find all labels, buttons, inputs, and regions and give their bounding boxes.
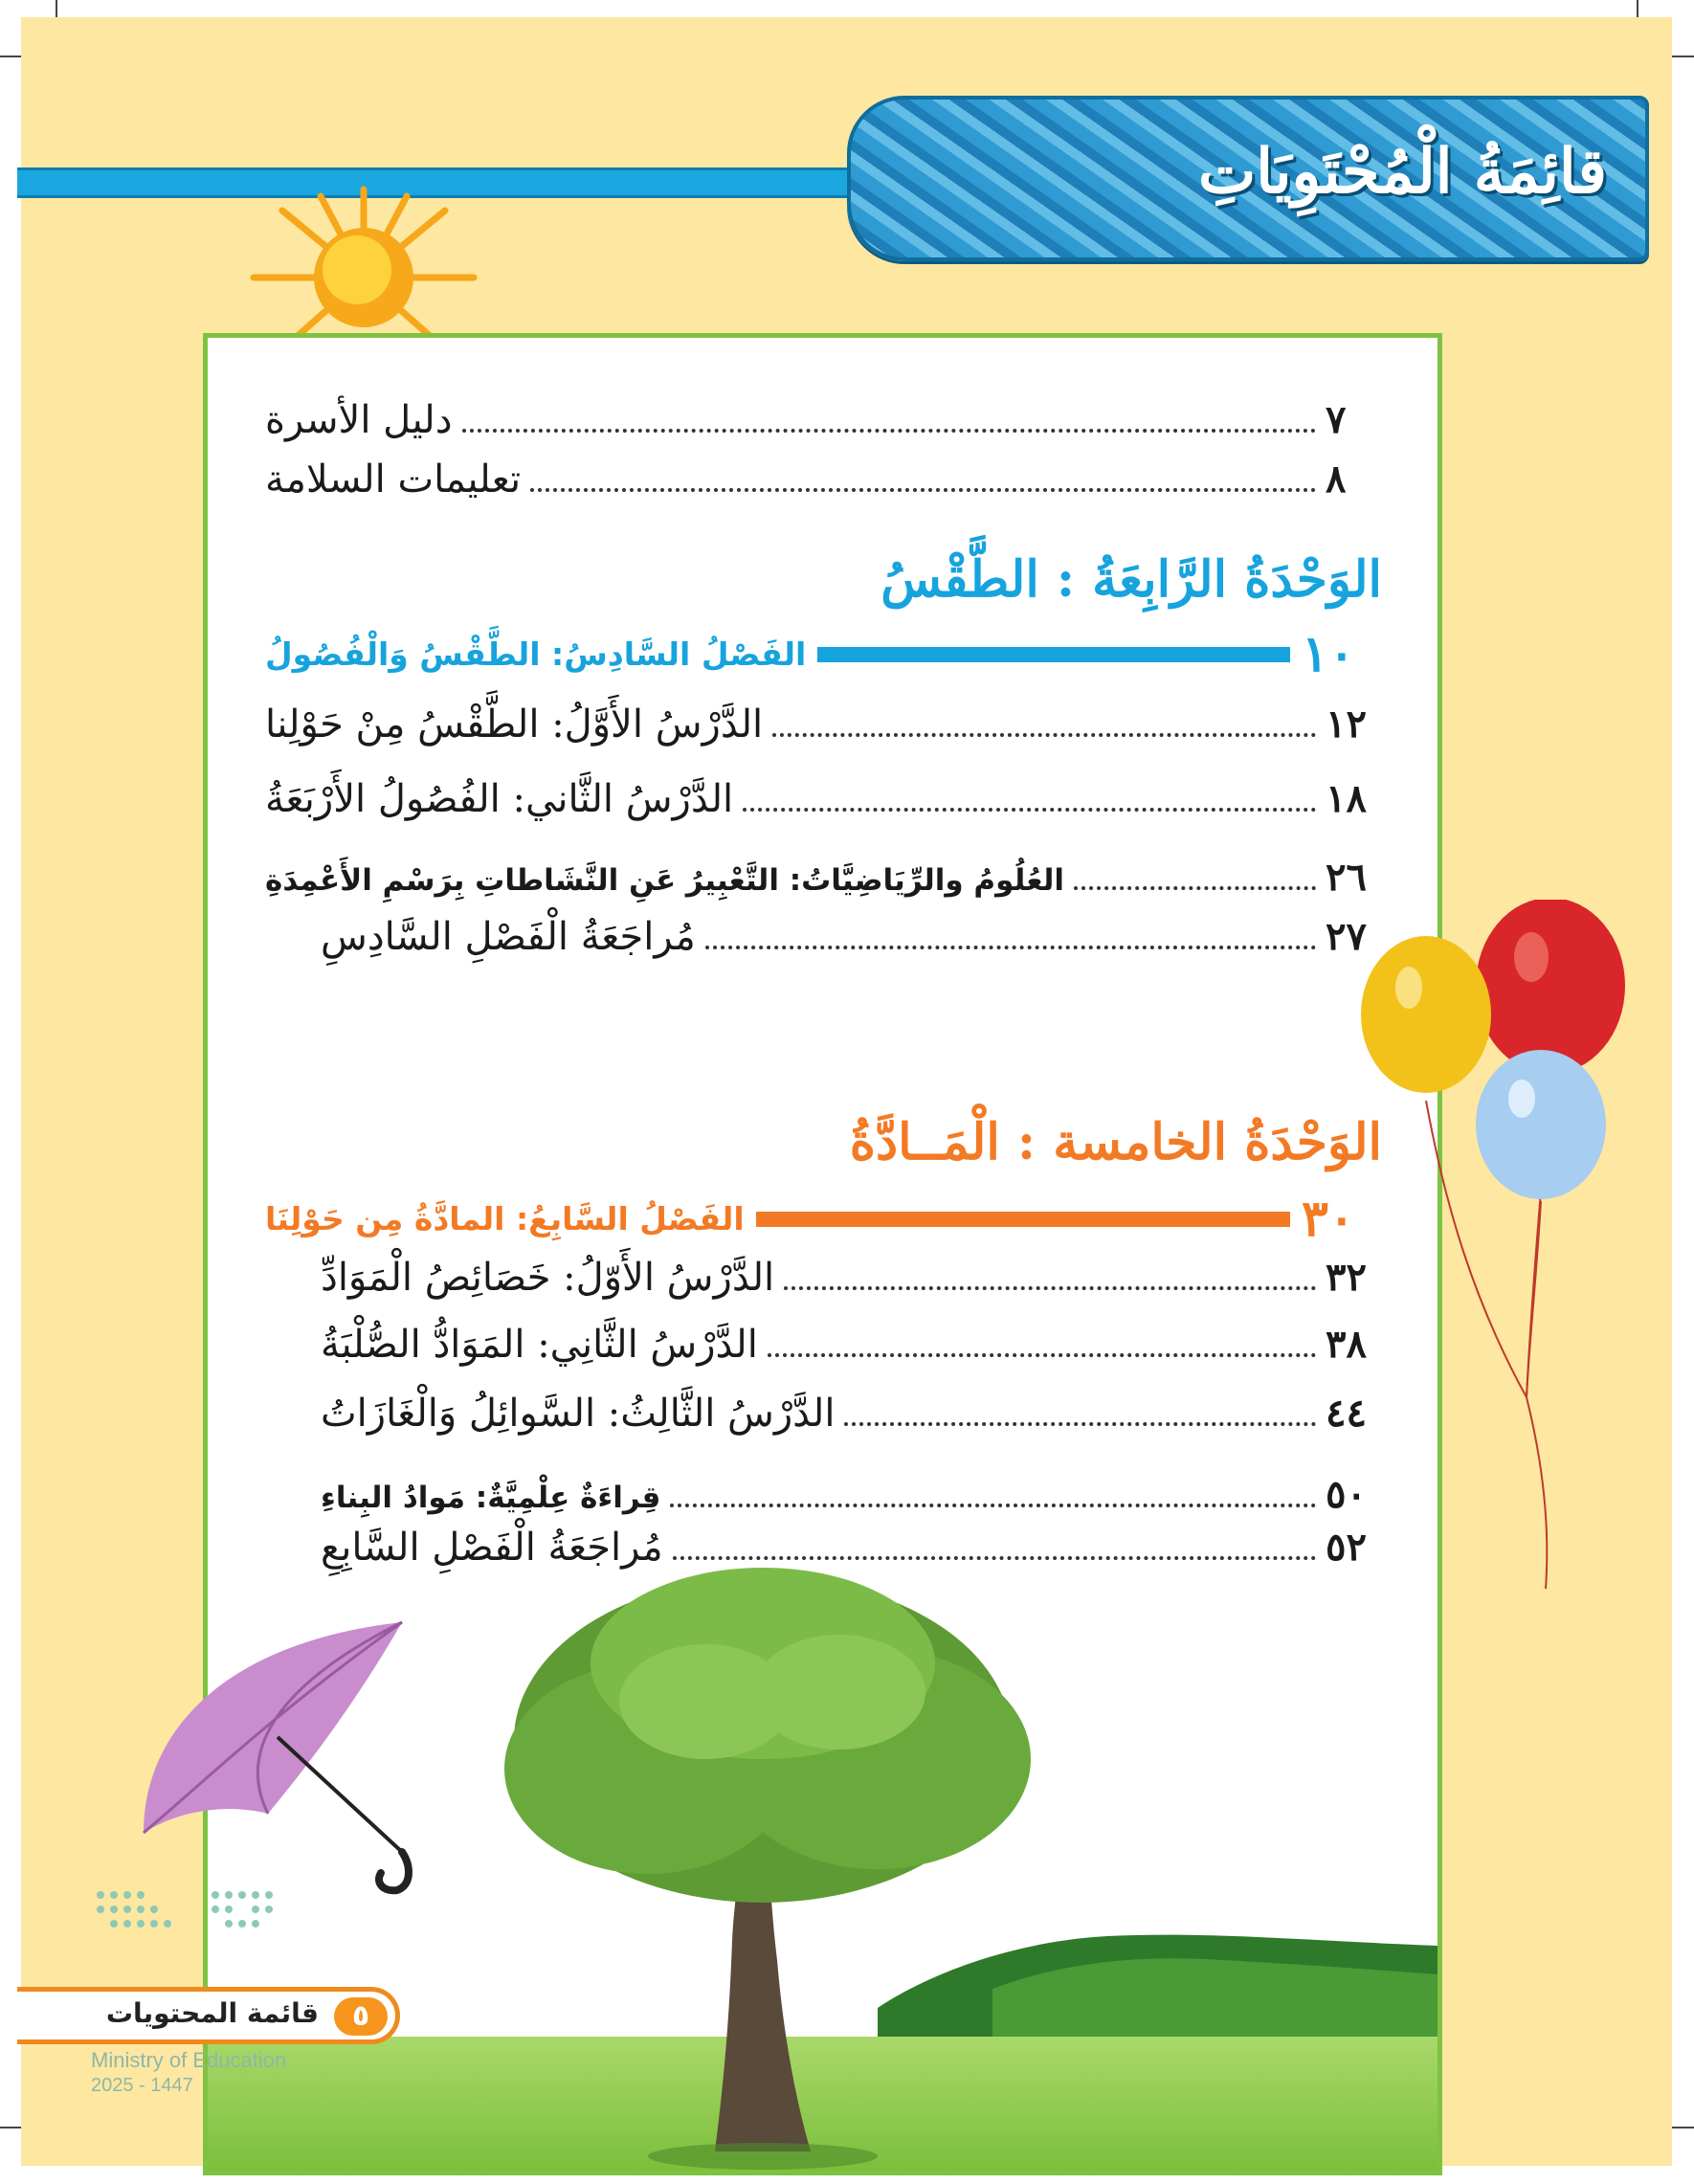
toc-entry-label: الدَّرْسُ الأَوّلُ: خَصَائِصُ الْمَوَادِّ bbox=[321, 1256, 775, 1300]
chapter-page: ٣٠ bbox=[1302, 1190, 1355, 1248]
toc-entry-page: ٨ bbox=[1326, 457, 1347, 501]
toc-entry[interactable] bbox=[265, 457, 1393, 501]
dot-leader bbox=[844, 1422, 1316, 1426]
toc-entry-page: ٣٨ bbox=[1326, 1322, 1367, 1367]
dot-leader bbox=[784, 1286, 1316, 1290]
balloons-illustration bbox=[1359, 900, 1675, 1608]
toc-entry-label: الدَّرْسُ الثَّالِثُ: السَّوائِلُ وَالْغَازَاتُ bbox=[321, 1392, 836, 1436]
toc-entry-label: الدَّرْسُ الثَّاني: الفُصُولُ الأَرْبَعَةُ bbox=[265, 777, 734, 821]
footer-page-tab bbox=[17, 1987, 400, 2044]
toc-entry-page: ٥٢ bbox=[1326, 1525, 1367, 1570]
unit-title: الوَحْدَةُ الخامسة : الْمَــادَّةُ bbox=[849, 1113, 1382, 1171]
dot-leader bbox=[743, 808, 1316, 812]
page-number: ٥ bbox=[334, 1997, 388, 2036]
toc-entry-page: ١٨ bbox=[1326, 776, 1367, 821]
chapter-heading[interactable] bbox=[265, 1190, 1393, 1248]
toc-entry[interactable] bbox=[321, 1255, 1393, 1300]
unit-title: الوَحْدَةُ الرَّابِعَةُ : الطَّقْسُ bbox=[880, 550, 1382, 609]
chapter-heading[interactable] bbox=[265, 625, 1393, 683]
toc-entry-label: تعليمات السلامة bbox=[265, 457, 522, 501]
chapter-label: الفَصْلُ السَّابِعُ: المادَّةُ مِن حَوْلِنَا bbox=[265, 1200, 745, 1237]
toc-entry[interactable] bbox=[321, 1472, 1393, 1517]
toc-entry-page: ٢٧ bbox=[1326, 914, 1367, 959]
footer-section-label: قائمة المحتويات bbox=[105, 1997, 319, 2029]
toc-entry-page: ٤٤ bbox=[1326, 1391, 1367, 1436]
toc-entry[interactable] bbox=[321, 1391, 1393, 1436]
toc-entry-page: ١٢ bbox=[1326, 702, 1367, 747]
dot-leader bbox=[670, 1504, 1316, 1507]
title-tab bbox=[847, 96, 1649, 261]
toc-entry[interactable] bbox=[265, 397, 1393, 442]
dot-leader bbox=[768, 1353, 1316, 1357]
toc-entry[interactable] bbox=[265, 702, 1393, 747]
ministry-logo-icon bbox=[91, 1881, 311, 1967]
toc-entry-label: الدَّرْسُ الأَوَّلُ: الطَّقْسُ مِنْ حَوْلِنا bbox=[265, 702, 764, 747]
umbrella-illustration bbox=[124, 1613, 440, 1900]
toc-entry-label: قِراءَةٌ عِلْمِيَّةٌ: مَوادُ البِناءِ bbox=[321, 1481, 661, 1515]
dot-leader bbox=[772, 733, 1316, 737]
dot-leader bbox=[530, 488, 1316, 492]
chapter-bar bbox=[756, 1212, 1290, 1227]
toc-entry-page: ٧ bbox=[1326, 397, 1347, 442]
dot-leader bbox=[1074, 886, 1316, 890]
toc-entry[interactable] bbox=[265, 776, 1393, 821]
chapter-label: الفَصْلُ السَّادِسُ: الطَّقْسُ وَالْفُصُولُ bbox=[265, 635, 807, 673]
page-title: قائِمَةُ الْمُحْتَوِيَاتِ bbox=[1197, 136, 1607, 208]
toc-entry[interactable] bbox=[265, 855, 1393, 900]
toc-entry-label: مُراجَعَةُ الْفَصْلِ السَّادِسِ bbox=[321, 915, 696, 959]
toc-entry-label: الدَّرْسُ الثَّانِي: المَوَادُّ الصُّلْبَةُ bbox=[321, 1323, 758, 1367]
toc-entry-label: العُلُومُ والرِّيَاضِيَّاتُ: التَّعْبِيرُ عَنِ النَّشَاطاتِ بِرَسْمِ الأَعْمِدَةِ bbox=[265, 863, 1065, 898]
toc-entry-label: دليل الأسرة bbox=[265, 398, 453, 442]
chapter-page: ١٠ bbox=[1302, 625, 1355, 683]
toc-entry-page: ٥٠ bbox=[1326, 1472, 1367, 1517]
dot-leader bbox=[462, 429, 1316, 433]
ministry-name: Ministry of Education bbox=[91, 2048, 287, 2072]
chapter-bar bbox=[817, 647, 1290, 662]
dot-leader bbox=[705, 946, 1316, 949]
toc-entry[interactable] bbox=[321, 914, 1393, 959]
toc-entry-label: مُراجَعَةُ الْفَصْلِ السَّابِعِ bbox=[321, 1526, 663, 1570]
toc-entry[interactable] bbox=[321, 1322, 1393, 1367]
toc-entry-page: ٣٢ bbox=[1326, 1255, 1367, 1300]
toc-entry-page: ٢٦ bbox=[1326, 855, 1367, 900]
ministry-year: 2025 - 1447 bbox=[91, 2075, 193, 2096]
